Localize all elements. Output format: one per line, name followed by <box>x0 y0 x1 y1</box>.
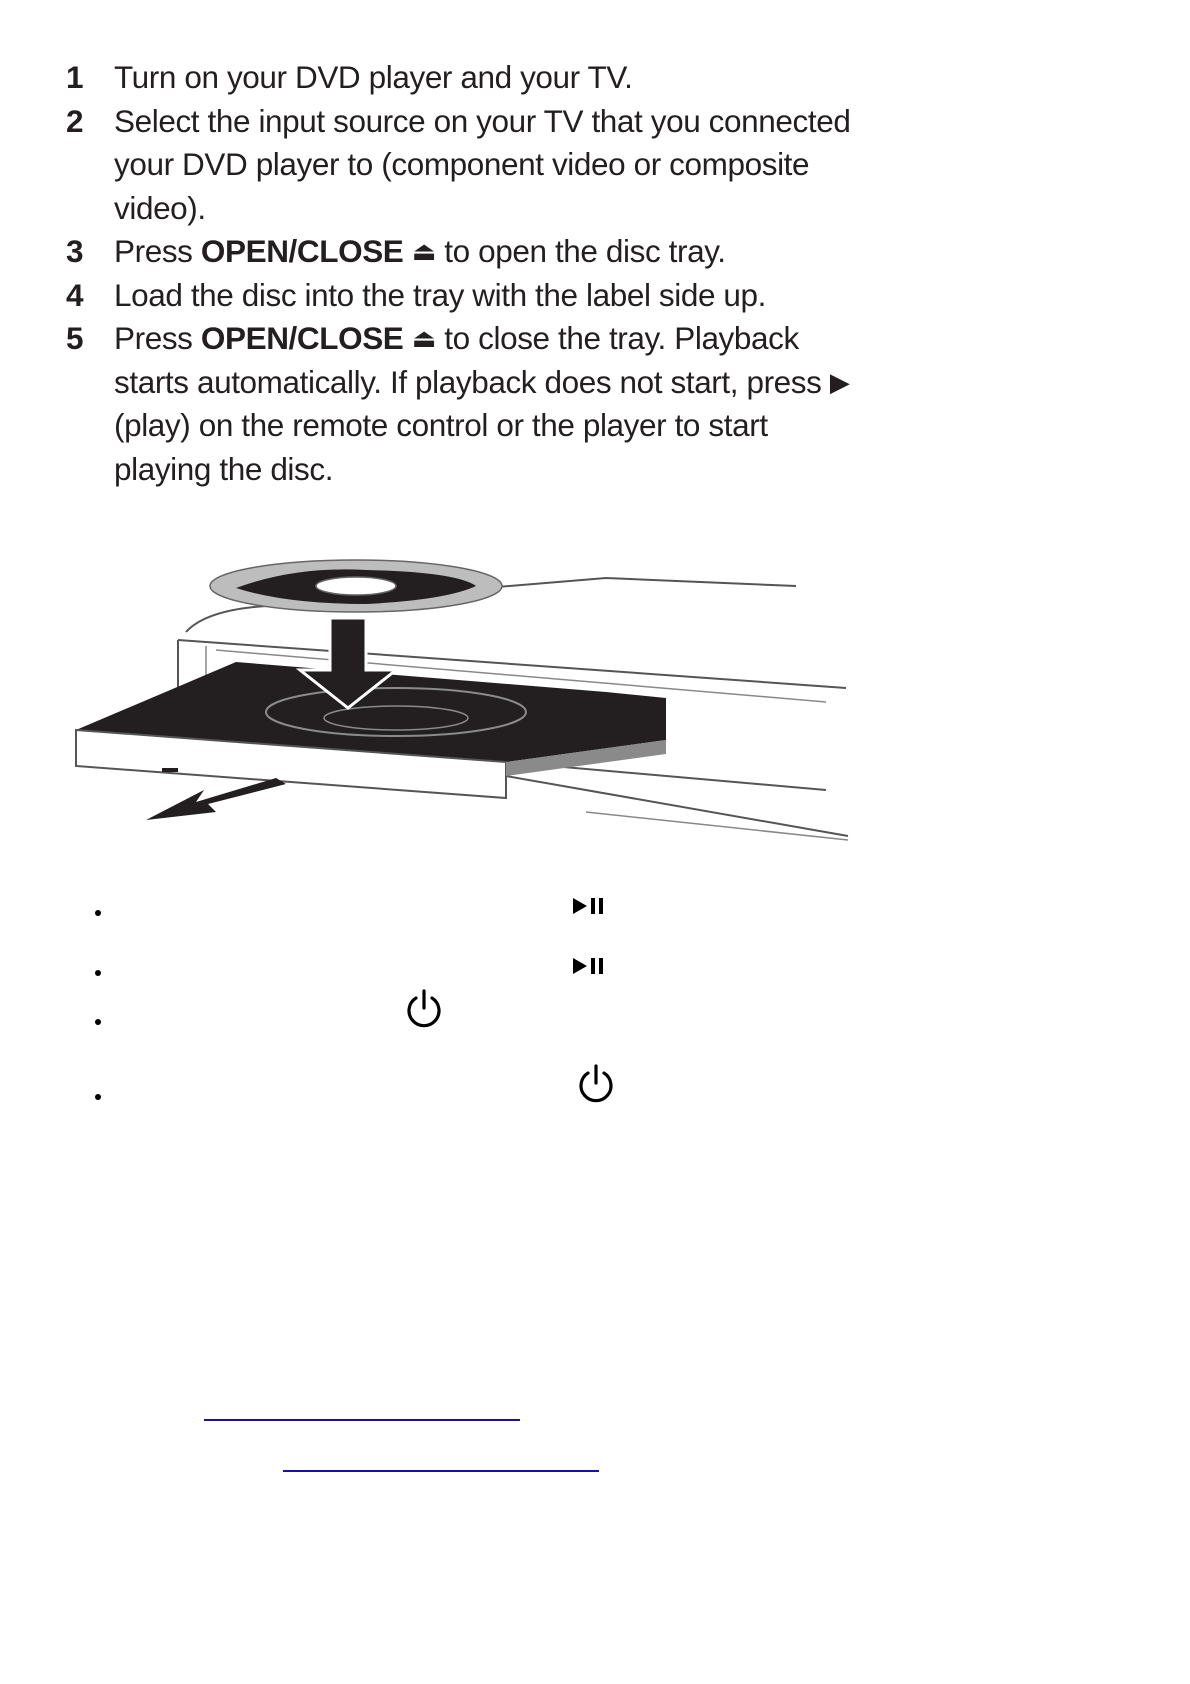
bullet-dot <box>95 910 101 916</box>
tray-foot <box>162 768 178 772</box>
step-item <box>66 230 866 274</box>
eject-icon: ⏏ <box>411 323 436 353</box>
step-number: 3 <box>66 233 84 269</box>
hyperlink-underline[interactable] <box>283 1470 599 1472</box>
pull-out-arrow-icon <box>146 778 286 820</box>
play-icon: ▶ <box>829 366 850 397</box>
step-number: 4 <box>66 276 84 313</box>
open-close-label: OPEN/CLOSE <box>200 320 404 356</box>
step-number: 2 <box>66 102 84 139</box>
step-text: Select the input source on your TV that you connected your DVD player to (component video or composite video). <box>114 102 851 226</box>
step-text-after: to close the tray. Playback starts automatically. If playback does not start, press <box>114 320 830 400</box>
instruction-steps <box>66 56 866 491</box>
play-pause-icon <box>572 957 606 975</box>
step-text: Turn on your DVD player and your TV. <box>114 59 633 95</box>
step-text-after: to open the disc tray. <box>435 233 726 269</box>
step-text-after-play: (play) on the remote control or the player to start playing the disc. <box>114 407 768 487</box>
bullet-dot <box>95 970 101 976</box>
step-text-before: Press <box>114 320 201 356</box>
hyperlink-underline[interactable] <box>204 1419 520 1421</box>
disc-hole <box>316 577 396 595</box>
eject-icon: ⏏ <box>411 236 436 266</box>
step-item <box>66 317 866 491</box>
bullet-dot <box>95 1094 101 1100</box>
power-icon <box>404 988 444 1030</box>
open-close-label: OPEN/CLOSE <box>200 233 404 269</box>
player-base-line <box>586 812 848 840</box>
step-item <box>66 56 866 100</box>
step-text: Load the disc into the tray with the label side up. <box>114 276 767 313</box>
step-number: 5 <box>66 320 84 356</box>
step-item <box>66 274 866 318</box>
step-text-before: Press <box>114 233 201 269</box>
play-pause-icon <box>572 897 606 915</box>
dvd-tray-illustration <box>66 540 866 860</box>
step-number: 1 <box>66 59 84 95</box>
step-item <box>66 100 866 231</box>
player-base-edge <box>506 776 848 836</box>
bullet-dot <box>95 1019 101 1025</box>
power-icon <box>576 1063 616 1105</box>
